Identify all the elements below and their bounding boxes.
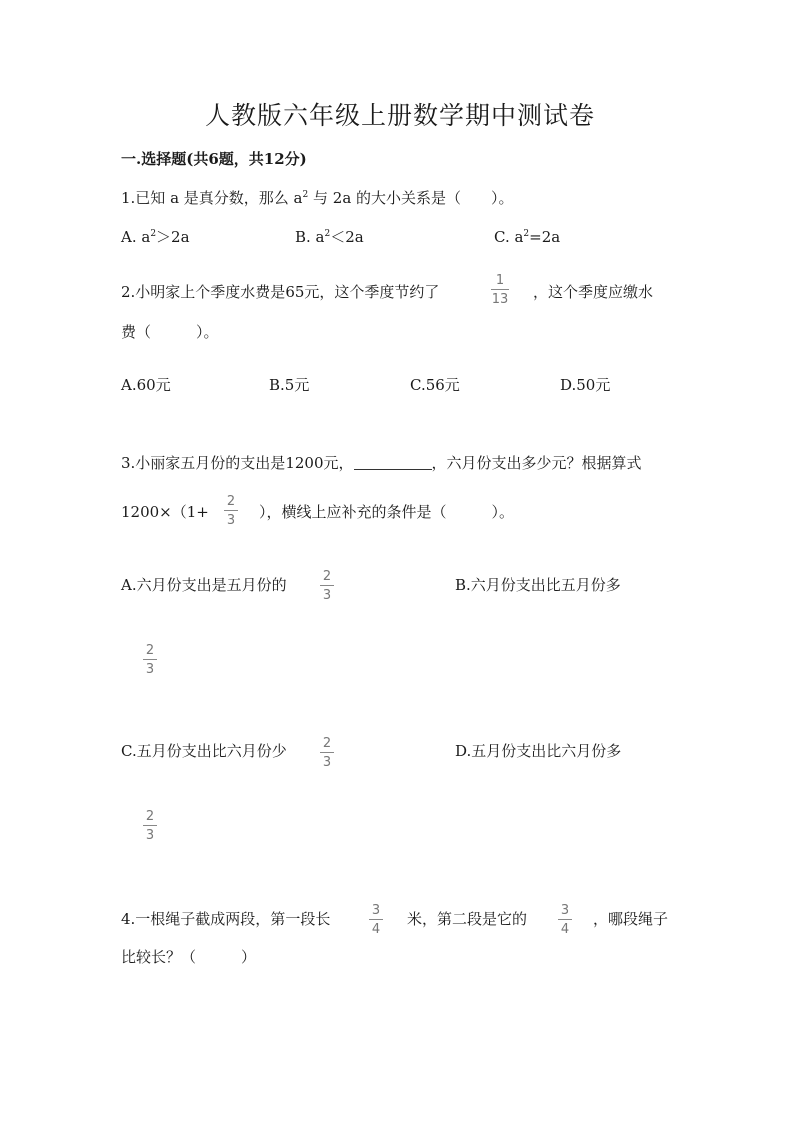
fraction-two-thirds — [320, 736, 334, 770]
question-2-option-d[interactable]: D.50元 — [560, 376, 611, 394]
fraction-bar — [558, 919, 572, 920]
fraction-bar — [224, 510, 238, 511]
question-2-option-b[interactable]: B.5元 — [269, 376, 310, 394]
fraction-numerator: 3 — [560, 903, 570, 918]
fraction-numerator: 2 — [226, 494, 236, 509]
fraction-one-thirteenth — [491, 273, 509, 307]
question-2-option-c[interactable]: C.56元 — [410, 376, 460, 394]
question-1-text-a: 1.已知 a 是真分数，那么 a — [121, 189, 303, 207]
question-4-text-a: 4.一根绳子截成两段，第一段长 — [121, 910, 331, 928]
fraction-denominator: 3 — [226, 513, 236, 528]
fraction-bar — [369, 919, 383, 920]
fraction-denominator: 4 — [560, 922, 570, 937]
question-3-option-a[interactable]: A.六月份支出是五月份的 — [121, 576, 287, 594]
question-3-text-b: ，六月份支出多少元？根据算式 — [431, 454, 642, 472]
exponent: 2 — [324, 229, 331, 239]
fraction-numerator: 2 — [322, 569, 332, 584]
page-title: 人教版六年级上册数学期中测试卷 — [204, 101, 595, 130]
question-3-line-1 — [121, 453, 642, 473]
fraction-denominator: 3 — [145, 828, 155, 843]
fraction-bar — [320, 585, 334, 586]
fraction-denominator: 4 — [371, 922, 381, 937]
option-a-label: A. a — [121, 228, 151, 246]
question-4-text-c: ，哪段绳子 — [593, 910, 669, 928]
fraction-numerator: 3 — [371, 903, 381, 918]
fraction-numerator: 2 — [322, 736, 332, 751]
question-3-text-a: 3.小丽家五月份的支出是1200元， — [121, 454, 354, 472]
question-1-text-b: 与 2a 的大小关系是（ ）。 — [308, 189, 514, 207]
question-1-option-b[interactable] — [295, 227, 364, 247]
question-4-text-d: 比较长？（ ） — [121, 948, 257, 966]
fraction-three-quarters — [369, 903, 383, 937]
option-c-label: C. a — [494, 228, 524, 246]
answer-blank[interactable] — [354, 455, 432, 470]
question-3-text-c: 1200×（1+ — [121, 503, 209, 521]
section-heading: 一.选择题(共6题，共12分) — [121, 150, 307, 168]
question-1-option-c[interactable] — [494, 227, 560, 247]
fraction-two-thirds — [143, 643, 157, 677]
exponent: 2 — [523, 229, 530, 239]
option-c-relation: =2a — [529, 228, 561, 246]
fraction-bar — [320, 752, 334, 753]
fraction-bar — [143, 659, 157, 660]
question-1-option-a[interactable] — [121, 227, 190, 247]
fraction-denominator: 13 — [491, 292, 509, 307]
fraction-denominator: 3 — [145, 662, 155, 677]
question-4-text-b: 米，第二段是它的 — [407, 910, 528, 928]
fraction-numerator: 2 — [145, 643, 155, 658]
exponent: 2 — [302, 190, 309, 200]
question-3-option-b[interactable]: B.六月份支出比五月份多 — [455, 576, 621, 594]
fraction-three-quarters — [558, 903, 572, 937]
option-b-label: B. a — [295, 228, 325, 246]
fraction-two-thirds — [143, 809, 157, 843]
fraction-bar — [143, 825, 157, 826]
exponent: 2 — [150, 229, 157, 239]
question-2-text-b: ，这个季度应缴水 — [533, 283, 654, 301]
fraction-numerator: 1 — [495, 273, 505, 288]
option-a-relation: ＞2a — [156, 228, 190, 246]
question-2-option-a[interactable]: A.60元 — [121, 376, 171, 394]
question-3-text-d: ），横线上应补充的条件是（ ）。 — [259, 503, 515, 521]
fraction-denominator: 3 — [322, 588, 332, 603]
option-b-relation: ＜2a — [330, 228, 364, 246]
fraction-two-thirds — [224, 494, 238, 528]
fraction-denominator: 3 — [322, 755, 332, 770]
fraction-two-thirds — [320, 569, 334, 603]
question-1-stem — [121, 188, 514, 208]
question-2-text-a: 2.小明家上个季度水费是65元，这个季度节约了 — [121, 283, 440, 301]
question-3-option-d[interactable]: D.五月份支出比六月份多 — [455, 742, 622, 760]
question-3-option-c[interactable]: C.五月份支出比六月份少 — [121, 742, 287, 760]
fraction-bar — [491, 289, 509, 290]
question-2-text-c: 费（ ）。 — [121, 323, 219, 341]
fraction-numerator: 2 — [145, 809, 155, 824]
